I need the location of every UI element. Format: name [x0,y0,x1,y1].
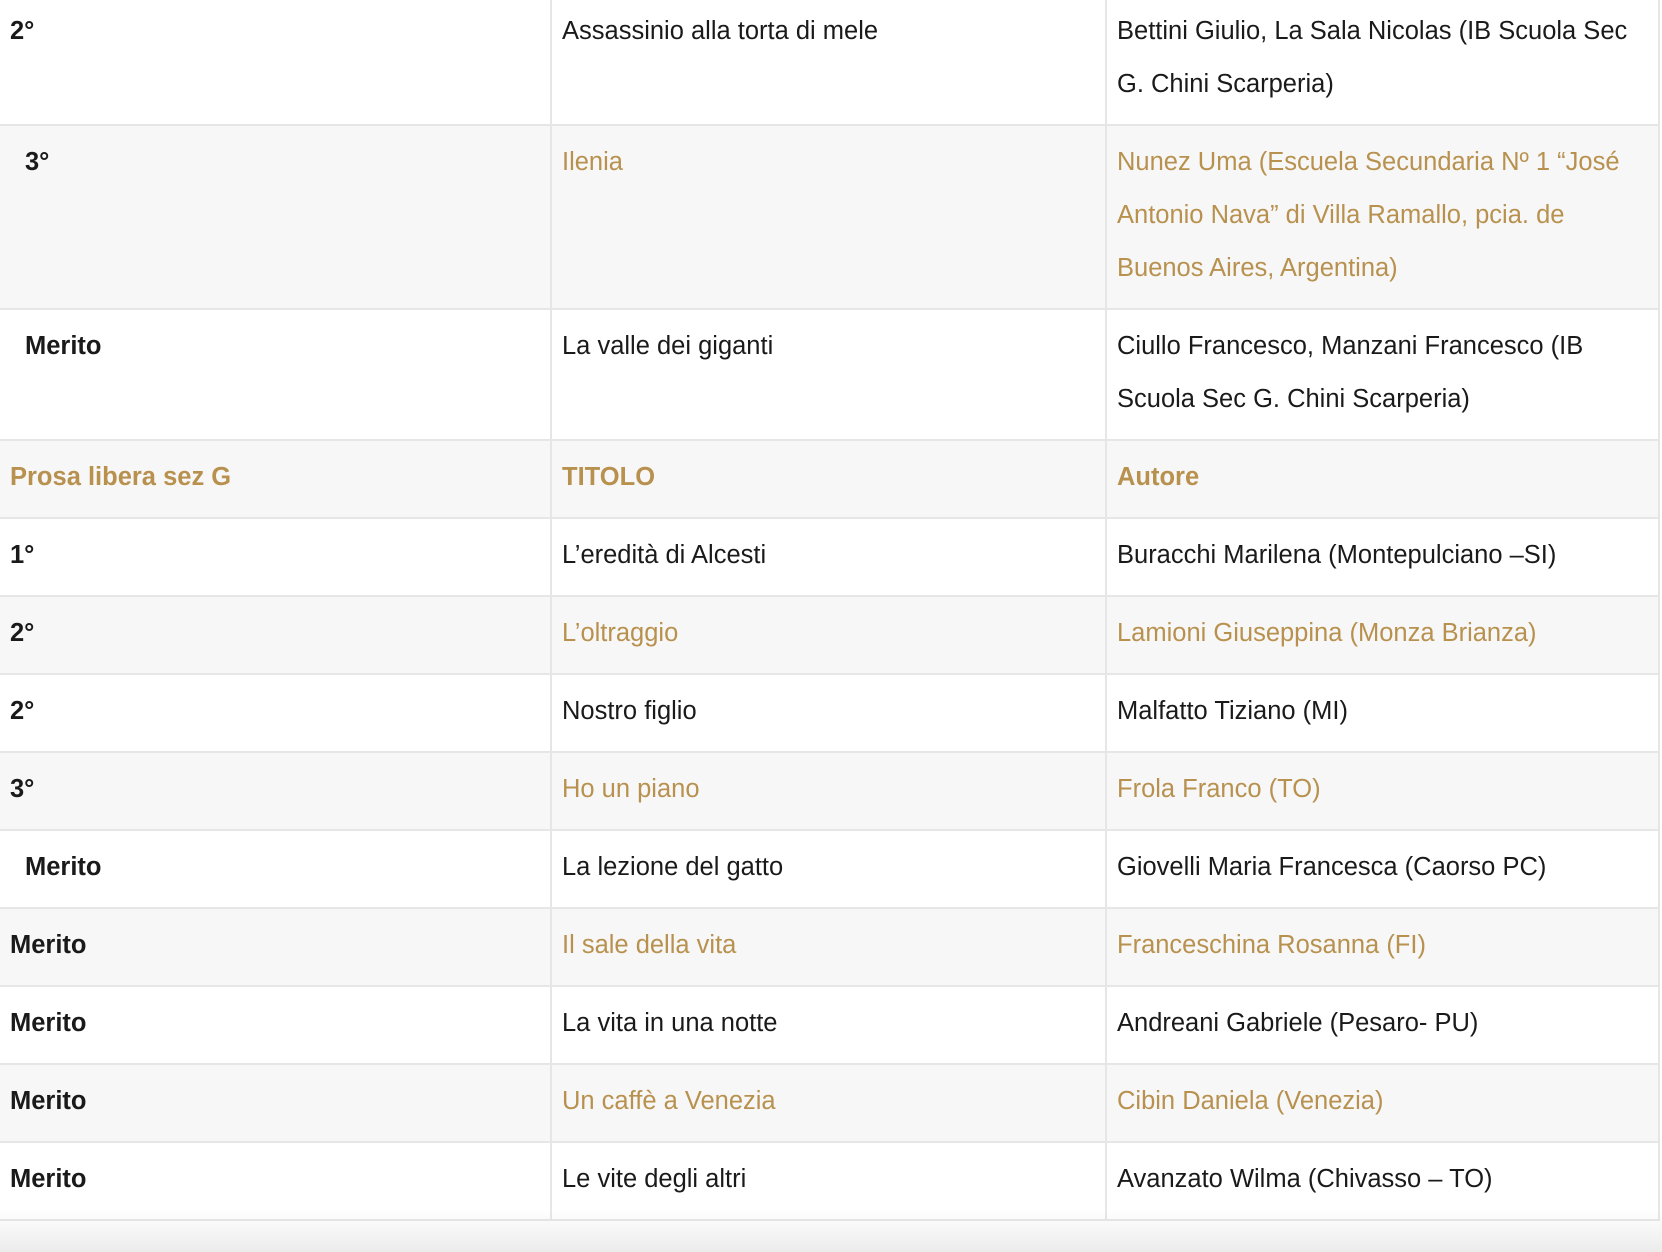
place-cell: Merito [0,830,551,908]
table-row [0,752,1659,830]
author-cell: Lamioni Giuseppina (Monza Brianza) [1106,596,1659,674]
table-row [0,518,1659,596]
place-cell: 3° [0,752,551,830]
author-cell: Bettini Giulio, La Sala Nicolas (IB Scuola Sec G. Chini Scarperia) [1106,0,1659,125]
table-row [0,986,1659,1064]
author-cell: Andreani Gabriele (Pesaro- PU) [1106,986,1659,1064]
title-cell: Il sale della vita [551,908,1106,986]
table-section-header-row [0,440,1659,518]
place-cell: Merito [0,1142,551,1220]
place-cell: Merito [0,309,551,440]
table-row [0,309,1659,440]
place-cell: Merito [0,908,551,986]
title-cell: Un caffè a Venezia [551,1064,1106,1142]
table-row [0,0,1659,125]
author-cell: Giovelli Maria Francesca (Caorso PC) [1106,830,1659,908]
table-row [0,125,1659,309]
place-cell: 3° [0,125,551,309]
title-cell: La lezione del gatto [551,830,1106,908]
place-cell: 2° [0,0,551,125]
table-row [0,908,1659,986]
table-row [0,830,1659,908]
place-cell: Prosa libera sez G [0,440,551,518]
place-cell: Merito [0,1064,551,1142]
table-row [0,1064,1659,1142]
title-cell: TITOLO [551,440,1106,518]
author-cell: Nunez Uma (Escuela Secundaria Nº 1 “José Antonio Nava” di Villa Ramallo, pcia. de Buenos Aires, Argentina) [1106,125,1659,309]
table-row [0,1142,1659,1220]
author-cell: Autore [1106,440,1659,518]
title-cell: Le vite degli altri [551,1142,1106,1220]
author-cell: Franceschina Rosanna (FI) [1106,908,1659,986]
title-cell: Nostro figlio [551,674,1106,752]
table-row [0,674,1659,752]
author-cell: Avanzato Wilma (Chivasso – TO) [1106,1142,1659,1220]
place-cell: Merito [0,986,551,1064]
title-cell: Assassinio alla torta di mele [551,0,1106,125]
author-cell: Frola Franco (TO) [1106,752,1659,830]
author-cell: Ciullo Francesco, Manzani Francesco (IB Scuola Sec G. Chini Scarperia) [1106,309,1659,440]
author-cell: Buracchi Marilena (Montepulciano –SI) [1106,518,1659,596]
title-cell: L’oltraggio [551,596,1106,674]
table-row [0,596,1659,674]
title-cell: L’eredità di Alcesti [551,518,1106,596]
title-cell: Ilenia [551,125,1106,309]
title-cell: La valle dei giganti [551,309,1106,440]
place-cell: 2° [0,596,551,674]
place-cell: 2° [0,674,551,752]
title-cell: Ho un piano [551,752,1106,830]
author-cell: Cibin Daniela (Venezia) [1106,1064,1659,1142]
place-cell: 1° [0,518,551,596]
title-cell: La vita in una notte [551,986,1106,1064]
author-cell: Malfatto Tiziano (MI) [1106,674,1659,752]
